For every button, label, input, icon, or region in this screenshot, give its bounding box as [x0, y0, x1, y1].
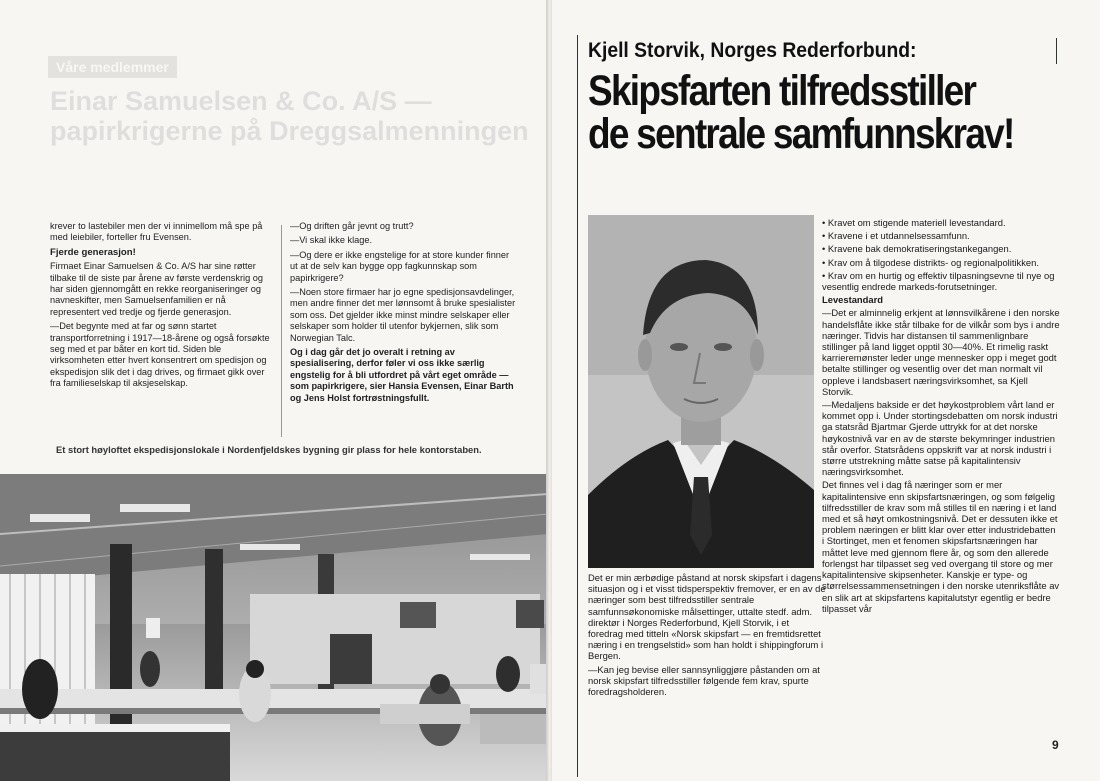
- office-photo: [0, 474, 548, 781]
- left-column-2: [290, 221, 516, 407]
- column-divider: [281, 225, 282, 437]
- paragraph: —Medaljens bakside er det høykostproblem vårt land er kommet opp i. Under stortingsdebatten om norsk industri ga statsråd Bjartmar Gjerde uttrykk for at det norske høykostnivå var en av de største bekymringer industrien står overfor. Statsrådens oppskrift var at norsk industri i større utstrekning måtte satse på kapitalintensiv næringsvirksomhet.: [822, 399, 1058, 478]
- right-column-2: [822, 217, 1060, 616]
- right-page: [552, 0, 1100, 781]
- paragraph: —Det begynte med at far og sønn startet transportforretning i 1917—18-årene og også forsøkte seg med et par båter en kort tid. Siden ble virksomheten etter hvert konsentrert om spedisjon og ekspedisjon slik det i dag drives, og firmaet gikk over fra familieselskap til aksjeselskap.: [50, 321, 270, 389]
- headline-line: Skipsfarten tilfredsstiller: [588, 67, 976, 115]
- frame-rule-right: [1056, 38, 1057, 64]
- bullet-item: • Krav om å tilgodese distrikts- og regionalpolitikken.: [822, 257, 1060, 268]
- paragraph: Det finnes vel i dag få næringer som er mer kapitalintensive enn skipsfartsnæringen, og som følgelig tilfredsstiller de krav som må stilles til en næring i et land med et så høyt omkostningsnivå. Det er dessuten ikke et problem næringen er blitt klar over etter industridebatten i Stortinget, men et fenomen skipsfartsnæringen har måttet leve med gjennom flere år, og som den allerede forlengst har tilpasset seg ved overgang til store og mer kapitalintensive skipsenheter. Kanskje er type- og størrelsessammensetningen i den norske utenriksflåte av en slik art at skipsfartens kapitalutstyr egentlig er bedre tilpasset vår: [822, 479, 1060, 614]
- page-number: 9: [1052, 738, 1059, 752]
- portrait-photo: [588, 215, 814, 568]
- paragraph: —Noen store firmaer har jo egne spedisjonsavdelinger, men andre finner det mer lønnsomt å bruke spesialister som oss. Det gjelder ikke minst mindre selskaper eller selskaper som holder til utenfor bykjernen, slik som Norwegian Talc.: [290, 287, 516, 343]
- paragraph: krever to lastebiler men der vi innimellom må spe på med leiebiler, forteller fru Evensen.: [50, 221, 263, 243]
- right-column-1: [588, 572, 826, 699]
- paragraph: Det er min ærbødige påstand at norsk skipsfart i dagens situasjon og i et visst tidsperspektiv fremover, er en av de næringer som best tilfredsstiller sentrale samfunnsøkonomiske målsettinger, uttalte stedf. adm. direktør i Norges Rederforbund, Kjell Storvik, i et foredrag med titteln «Norsk skipsfart — en fremtidsrettet næring i en trengselstid» som han holdt i shippingforum i Bergen.: [588, 572, 826, 662]
- paragraph: —Og dere er ikke engstelige for at store kunder finner ut at de selv kan bygge opp fagkunnskap som papirkrigere?: [290, 249, 510, 283]
- bullet-item: • Kravene i et utdannelsessamfunn.: [822, 230, 1060, 241]
- left-page: [0, 0, 548, 781]
- faded-headline: Einar Samuelsen & Co. A/S — papirkrigerne på Dreggsalmenningen: [50, 86, 529, 146]
- bullet-item: • Krav om en hurtig og effektiv tilpasningsevne til nye og vesentlig endrede markeds-forutsetninger.: [822, 270, 1060, 292]
- bullet-item: • Kravet om stigende materiell levestandard.: [822, 217, 1060, 228]
- paragraph: —Og driften går jevnt og trutt?: [290, 221, 414, 231]
- headline-line: de sentrale samfunnskrav!: [588, 110, 1014, 158]
- photo-caption: Et stort høyloftet ekspedisjonslokale i Nordenfjeldskes bygning gir plass for hele kontorstaben.: [56, 444, 482, 455]
- show-through-previous-article: [40, 52, 530, 148]
- faded-kicker: Våre medlemmer: [48, 56, 177, 78]
- subheading: Levestandard: [822, 294, 883, 306]
- subheading: Fjerde generasjon!: [50, 246, 136, 258]
- frame-rule-left: [577, 35, 578, 777]
- paragraph: Firmaet Einar Samuelsen & Co. A/S har sine røtter tilbake til de siste par årene av første verdenskrig og har siden gjennomgått en rekke reorganiseringer og navneskifter, men Samuelsenfamilien er nå representert ved tredje og fjerde generasjon.: [50, 261, 263, 317]
- paragraph-bold: Og i dag går det jo overalt i retning av spesialisering, derfor føler vi oss ikke særlig engstelig for å bli utfordret på vårt eget område — som papirkrigere, sier Hansia Evensen, Einar Barth og Jens Holst fortrøstningsfullt.: [290, 347, 514, 403]
- article-headline: [588, 67, 1014, 158]
- article-kicker: Kjell Storvik, Norges Rederforbund:: [588, 39, 917, 62]
- paragraph: —Kan jeg bevise eller sannsynliggjøre påstanden om at norsk skipsfart tilfredsstiller følgende fem krav, spurte foredragsholderen.: [588, 663, 820, 698]
- bullet-item: • Kravene bak demokratiseringstankegangen.: [822, 243, 1060, 254]
- paragraph: —Det er alminnelig erkjent at lønnsvilkårene i den norske handelsflåte ikke står tilbake for de vilkår som bys i andre næringer. Tidvis har distansen til sammenlignbare stillinger på land ligget opptil 30—40%. Et rimelig raskt karrieremønster leder unge mennesker opp i meget godt betalte stillinger og vesentlig over det man normalt vil oppleve i landsbasert næringsvirksomhet, sa Kjell Storvik.: [822, 307, 1060, 397]
- left-column-1: [50, 221, 276, 393]
- paragraph: —Vi skal ikke klage.: [290, 235, 373, 246]
